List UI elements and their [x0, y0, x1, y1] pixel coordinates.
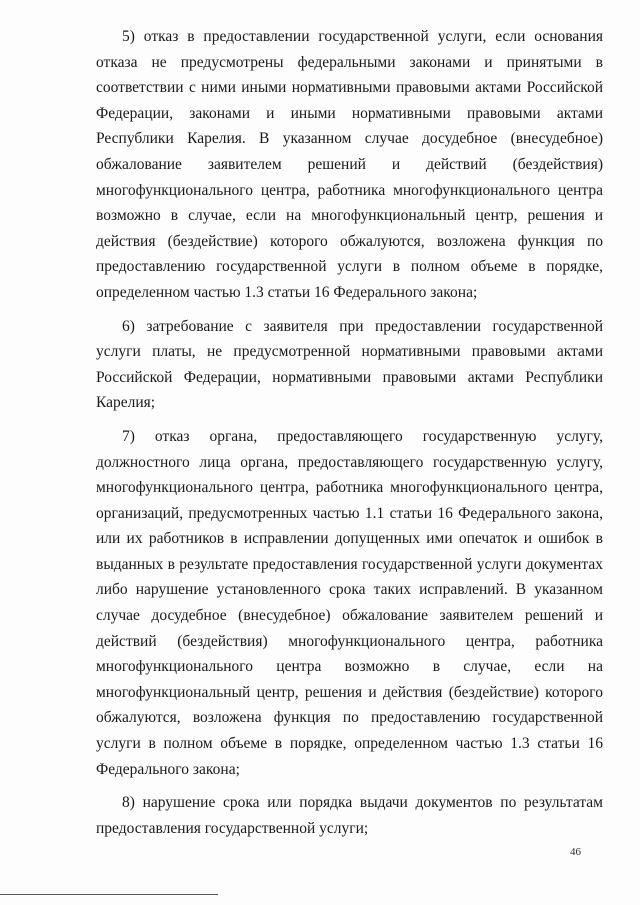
paragraph-item-6: 6) затребование с заявителя при предоставлении государственной услуги платы, не предусмотренной нормативными правовыми актами Российской Федерации, нормативными правовыми актами Республики Карелия; — [96, 317, 603, 412]
paragraph-item-7: 7) отказ органа, предоставляющего государственную услугу, должностного лица органа, предоставляющего государственную услугу, многофункционального центра, работника многофункционального центра, организаций, предусмотренных частью 1.1 статьи 16 Федерального закона, или их работников в исправлении допущенных ими опечаток и ошибок в выданных в результате предоставления государственной услуги документах либо нарушение установленного срока таких исправлений. В указанном случае досудебное (внесудебное) обжалование заявителем решений и действий (бездействия) многофункционального центра, работника многофункционального центра возможно в случае, если на многофункциональный центр, решения и действия (бездействие) которого обжалуются, возложена функция по предоставлению государственной услуги в полном объеме в порядке, определенном частью 1.3 статьи 16 Федерального закона; — [96, 427, 603, 778]
paragraph-item-5: 5) отказ в предоставлении государственной услуги, если основания отказа не предусмотрены федеральными законами и принятыми в соответствии с ними иными нормативными правовыми актами Российской Федерации, законами и иными нормативными правовыми актами Республики Карелия. В указанном случае досудебное (внесудебное) обжалование заявителем решений и действий (бездействия) многофункционального центра, работника многофункционального центра возможно в случае, если на многофункциональный центр, решения и действия (бездействие) которого обжалуются, возложена функция по предоставлению государственной услуги в полном объеме в порядке, определенном частью 1.3 статьи 16 Федерального закона; — [96, 28, 603, 301]
document-body — [96, 24, 603, 849]
page-number: 46 — [570, 846, 581, 858]
footer-divider — [0, 894, 218, 895]
paragraph-item-8: 8) нарушение срока или порядка выдачи документов по результатам предоставления государственной услуги; — [96, 794, 603, 837]
